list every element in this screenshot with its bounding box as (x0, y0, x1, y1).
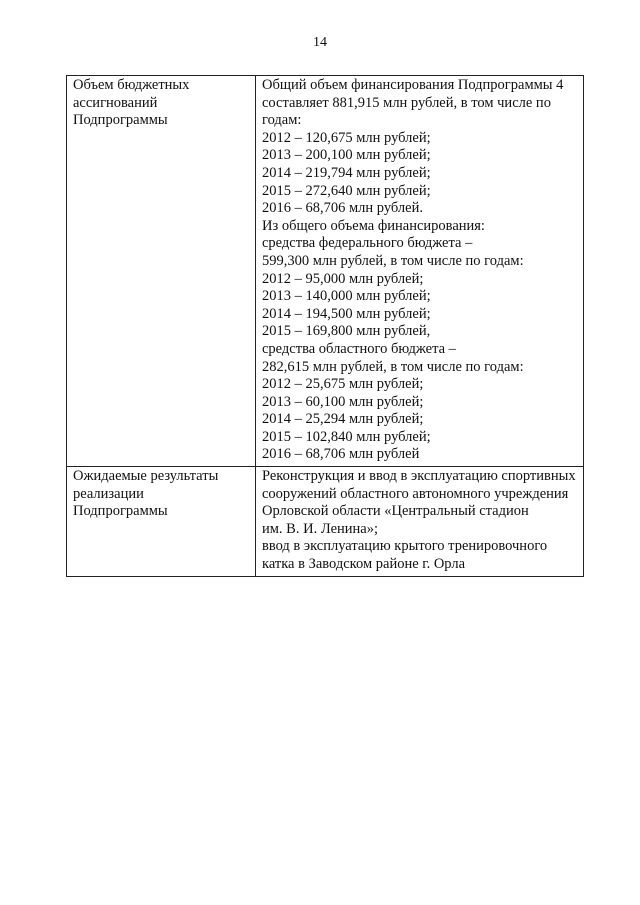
content-line: 2016 – 68,706 млн рублей (262, 446, 420, 463)
content-line: Орловской области «Центральный стадион (262, 503, 529, 520)
label-line: Ожидаемые результаты (73, 468, 219, 485)
content-line: 599,300 млн рублей, в том числе по годам: (262, 252, 524, 269)
content-line: 2014 – 25,294 млн рублей; (262, 411, 424, 428)
page-number: 14 (313, 35, 327, 50)
content-line: годам: (262, 112, 302, 129)
label-line: ассигнований (73, 94, 158, 111)
table-row-results (67, 467, 584, 577)
content-line: 2013 – 140,000 млн рублей; (262, 288, 431, 305)
label-line: Подпрограммы (73, 503, 168, 520)
content-line: Реконструкция и ввод в эксплуатацию спортивных (262, 468, 576, 485)
content-line: Из общего объема финансирования: (262, 217, 485, 234)
content-line: им. В. И. Ленина»; (262, 520, 378, 537)
content-line: 2012 – 25,675 млн рублей; (262, 376, 424, 393)
content-line: 2014 – 194,500 млн рублей; (262, 305, 431, 322)
content-line: 2014 – 219,794 млн рублей; (262, 164, 431, 181)
table-row-budget (67, 76, 584, 467)
content-line: средства федерального бюджета – (262, 235, 473, 252)
content-line: 2013 – 200,100 млн рублей; (262, 147, 431, 164)
content-line: 2015 – 272,640 млн рублей; (262, 182, 431, 199)
content-line: 2015 – 169,800 млн рублей, (262, 323, 431, 340)
content-line: 2013 – 60,100 млн рублей; (262, 393, 424, 410)
content-line: средства областного бюджета – (262, 340, 456, 357)
content-line: 2015 – 102,840 млн рублей; (262, 428, 431, 445)
content-line: 2012 – 120,675 млн рублей; (262, 129, 431, 146)
label-line: Объем бюджетных (73, 77, 190, 93)
content-line: катка в Заводском районе г. Орла (262, 556, 466, 573)
content-line: сооружений областного автономного учреждения (262, 485, 569, 502)
content-line: ввод в эксплуатацию крытого тренировочного (262, 538, 548, 555)
row-label-budget (67, 76, 256, 467)
label-line: Подпрограммы (73, 112, 168, 129)
content-line: 282,615 млн рублей, в том числе по годам: (262, 358, 524, 375)
label-line: реализации (73, 485, 144, 502)
row-label-results (67, 467, 256, 577)
content-line: Общий объем финансирования Подпрограммы 4 (262, 77, 564, 93)
content-line: 2012 – 95,000 млн рублей; (262, 270, 424, 287)
content-line: 2016 – 68,706 млн рублей. (262, 200, 423, 217)
row-content-results (256, 467, 584, 577)
row-content-budget (256, 76, 584, 467)
content-line: составляет 881,915 млн рублей, в том числе по (262, 94, 551, 111)
subprogram-table (66, 75, 584, 577)
